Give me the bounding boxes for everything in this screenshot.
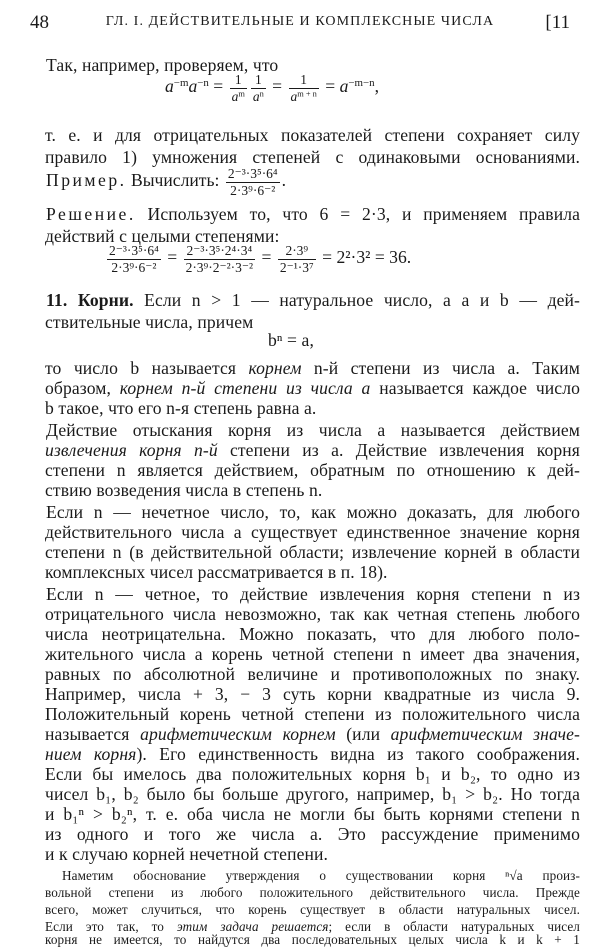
paragraph-line: Например, числа + 3, − 3 суть корни квадратные из числа 9.	[45, 684, 580, 704]
page-number: 48	[30, 12, 49, 33]
paragraph-line: и b₁ⁿ > b₂ⁿ, т. е. оба числа не могли бы быть корнями степени n	[45, 804, 580, 824]
paragraph-line: Если n — четное, то действие извлечения корня степени n из	[46, 584, 580, 604]
example-line: Пример. Вычислить: $\frac{\text{2⁻³·3⁵·6⁴}}{\text{2·3⁹·6⁻²}}$ .	[46, 166, 287, 198]
note-line: Наметим обоснование утверждения о существовании корня ⁿ√a произ-	[62, 868, 580, 883]
fraction: $\frac{1}{a^{m + n}}$	[290, 72, 317, 104]
formula-root: bⁿ = a,	[268, 330, 314, 350]
paragraph-line: отрицательного числа невозможно, так как четная степень любого	[45, 604, 580, 624]
paragraph-line: действий с целыми степенями:	[45, 226, 280, 246]
paragraph-line: числа неотрицательна. Можно показать, что для любого поло-	[45, 624, 580, 644]
paragraph-line: ствию возведения числа в степень n.	[45, 480, 323, 500]
paragraph-line: степени n является действием, обратным по отношению к дей-	[45, 460, 580, 480]
paragraph-line: образом, корнем n-й степени из числа a называется каждое число	[45, 378, 580, 398]
running-header	[30, 12, 570, 36]
section-reference: [11	[545, 12, 570, 33]
example-label: Пример.	[46, 170, 127, 191]
paragraph-line: т. е. и для отрицательных показателей степени сохраняет силу	[45, 125, 580, 145]
paragraph-line: извлечения корня n-й степени из a. Действие извлечения корня	[45, 440, 580, 460]
note-line: корня не имеется, то найдутся два последовательных целых числа k и k + 1	[45, 932, 580, 947]
intro-line: Так, например, проверяем, что	[46, 55, 279, 75]
paragraph-line: Если n — нечетное число, то, как можно доказать, для любого	[46, 502, 580, 522]
paragraph-line: b такое, что его n-я степень равна a.	[45, 398, 317, 418]
paragraph-line: нием корня). Его единственность видна из такого соображения.	[45, 744, 580, 764]
fraction: $\frac{1}{a^m}$	[231, 72, 245, 104]
fraction: $\frac{\text{2⁻³·3⁵·2⁴·3⁴}}{\text{2·3⁹·2⁻²·3⁻²}}$	[185, 243, 254, 275]
note-line: Если это так, то этим задача решается; если в области натуральных чисел	[45, 919, 580, 934]
paragraph-line: называется арифметическим корнем (или арифметическим значе-	[45, 724, 580, 744]
solution-line: Решение. Используем то, что 6 = 2·3, и применяем правила	[46, 204, 580, 224]
paragraph-line: степени n (в действительной области; извлечение корней в области	[45, 542, 580, 562]
section-11-first-line: 11. Корни. Если n > 1 — натуральное число, a a и b — дей-	[46, 290, 581, 310]
section-heading: 11. Корни.	[46, 290, 134, 310]
note-line: вольной степени из любого положительного действительного числа. Прежде	[45, 885, 580, 900]
running-title: ГЛ. I. ДЕЙСТВИТЕЛЬНЫЕ И КОМПЛЕКСНЫЕ ЧИСЛА	[105, 14, 495, 29]
equation-solution: $\frac{\text{2⁻³·3⁵·6⁴}}{\text{2·3⁹·6⁻²}}$ = $\frac{\text{2⁻³·3⁵·2⁴·3⁴}}{\text{2·3⁹·2⁻²·3⁻²}}$ = $\frac{\text{2·3⁹}}{\text{2⁻¹·3⁷}}$ = 2²·3² = 36.	[109, 243, 412, 275]
paragraph-line: Положительный корень четной степени из положительного числа	[45, 704, 580, 724]
equation-negative-exponents: $a^{-m}a^{-n}$ = $\frac{1}{a^m}$ $\frac{1}{a^n}$ = $\frac{1}{a^{m + n}}$ = $a^{-m-n}$,	[165, 72, 380, 104]
paragraph-line: жительного числа a корень четной степени n имеет два значения,	[45, 644, 580, 664]
solution-label: Решение.	[46, 204, 136, 224]
fraction: $\frac{1}{a^n}$	[252, 72, 264, 104]
example-fraction: $\frac{\text{2⁻³·3⁵·6⁴}}{\text{2·3⁹·6⁻²}}$	[227, 166, 278, 198]
paragraph-line: из одного и того же числа a. Это рассуждение применимо	[45, 824, 580, 844]
fraction: $\frac{\text{2·3⁹}}{\text{2⁻¹·3⁷}}$	[279, 243, 314, 275]
paragraph-line: ствительные числа, причем	[45, 312, 254, 332]
paragraph-line: комплексных чисел рассматривается в п. 18).	[45, 562, 388, 582]
paragraph-line: Если бы имелось два положительных корня b₁ и b₂, то одно из	[45, 764, 580, 784]
note-line: всего, может случиться, что корень существует в области натуральных чисел.	[45, 902, 580, 917]
paragraph-line: действительного числа a существует единственное значение корня	[45, 522, 580, 542]
paragraph-line: равных по абсолютной величине и противоположных по знаку.	[45, 664, 580, 684]
fraction: $\frac{\text{2⁻³·3⁵·6⁴}}{\text{2·3⁹·6⁻²}}$	[109, 243, 159, 275]
paragraph-line: Действие отыскания корня из числа a называется действием	[46, 420, 580, 440]
paragraph-line: то число b называется корнем n-й степени из числа a. Таким	[45, 358, 580, 378]
paragraph-line: правило 1) умножения степеней с одинаковыми основаниями.	[45, 147, 580, 167]
paragraph-line: и к случаю корней нечетной степени.	[45, 844, 329, 864]
paragraph-line: чисел b₁, b₂ было бы больше другого, например, b₁ > b₂. Но тогда	[45, 784, 580, 804]
